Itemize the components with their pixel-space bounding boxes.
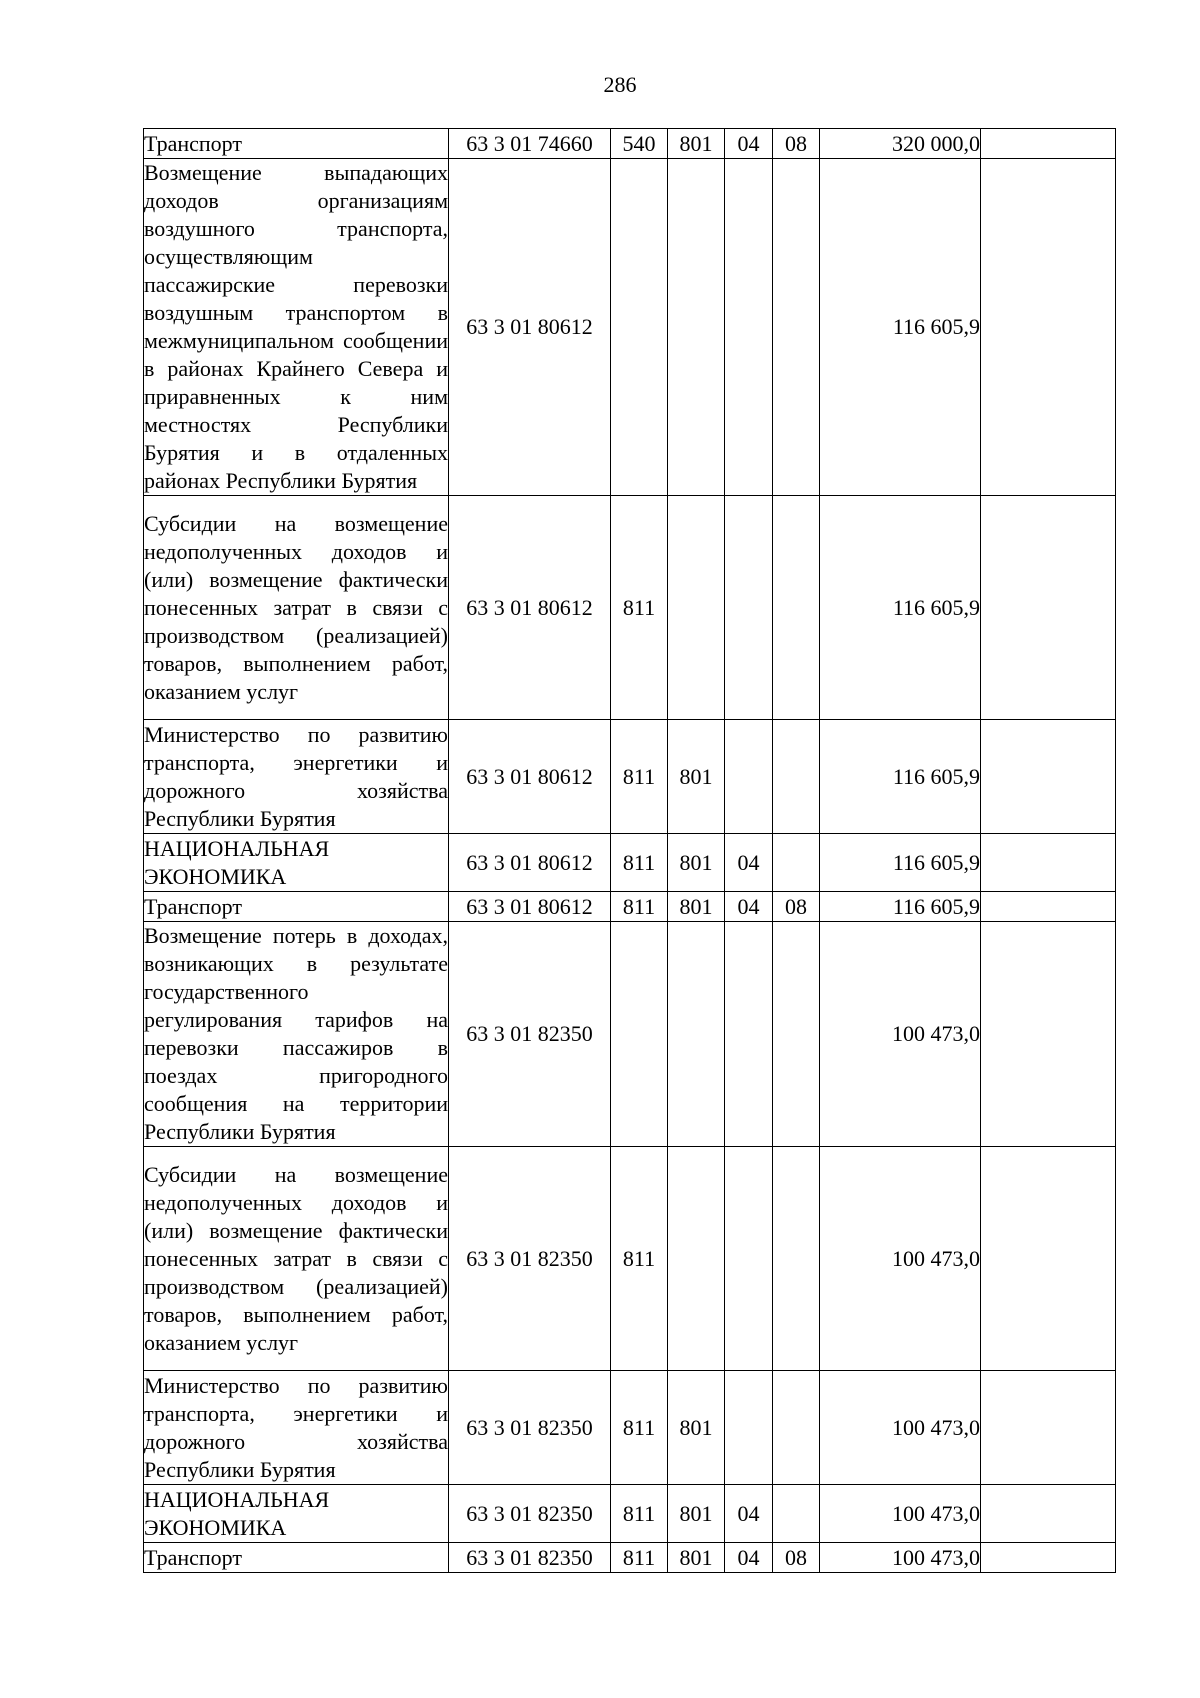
page-number: 286	[603, 72, 637, 97]
subsection-code	[773, 159, 820, 496]
section-code	[725, 922, 773, 1147]
subsection-code	[773, 834, 820, 892]
grbs-code	[668, 496, 725, 720]
amount: 116 605,9	[820, 892, 981, 922]
grbs-code: 801	[668, 129, 725, 159]
table-row	[144, 892, 1116, 922]
subsection-code: 08	[773, 892, 820, 922]
section-code: 04	[725, 1543, 773, 1573]
section-code	[725, 1147, 773, 1371]
table-row	[144, 1485, 1116, 1543]
target-code: 63 3 01 80612	[449, 159, 611, 496]
row-name: Субсидии на возмещение недополученных доходов и (или) возмещение фактически понесенных затрат в связи с производством (реализацией) товаров, выполнением работ, оказанием услуг	[144, 496, 449, 720]
section-code	[725, 720, 773, 834]
amount: 100 473,0	[820, 1371, 981, 1485]
expense-type: 811	[611, 496, 668, 720]
target-code: 63 3 01 82350	[449, 1147, 611, 1371]
table-row	[144, 496, 1116, 720]
subsection-code	[773, 922, 820, 1147]
amount: 116 605,9	[820, 159, 981, 496]
subsection-code	[773, 1371, 820, 1485]
row-name: Министерство по развитию транспорта, энергетики и дорожного хозяйства Республики Бурятия	[144, 720, 449, 834]
target-code: 63 3 01 82350	[449, 1485, 611, 1543]
empty-cell	[981, 1147, 1116, 1371]
grbs-code: 801	[668, 834, 725, 892]
grbs-code: 801	[668, 720, 725, 834]
section-code	[725, 496, 773, 720]
section-code: 04	[725, 892, 773, 922]
grbs-code: 801	[668, 1485, 725, 1543]
expense-type: 811	[611, 1543, 668, 1573]
budget-table	[143, 128, 1116, 1573]
expense-type: 811	[611, 1485, 668, 1543]
empty-cell	[981, 720, 1116, 834]
grbs-code: 801	[668, 1543, 725, 1573]
amount: 116 605,9	[820, 834, 981, 892]
table-row	[144, 834, 1116, 892]
grbs-code: 801	[668, 1371, 725, 1485]
grbs-code	[668, 922, 725, 1147]
table-row	[144, 1371, 1116, 1485]
amount: 100 473,0	[820, 922, 981, 1147]
expense-type	[611, 922, 668, 1147]
expense-type: 811	[611, 892, 668, 922]
section-code	[725, 1371, 773, 1485]
table-row	[144, 1543, 1116, 1573]
section-code: 04	[725, 834, 773, 892]
section-code: 04	[725, 1485, 773, 1543]
amount: 116 605,9	[820, 496, 981, 720]
empty-cell	[981, 1371, 1116, 1485]
row-name: НАЦИОНАЛЬНАЯ ЭКОНОМИКА	[144, 834, 449, 892]
grbs-code: 801	[668, 892, 725, 922]
table-row	[144, 159, 1116, 496]
table-row	[144, 720, 1116, 834]
subsection-code	[773, 496, 820, 720]
empty-cell	[981, 496, 1116, 720]
amount: 100 473,0	[820, 1147, 981, 1371]
empty-cell	[981, 834, 1116, 892]
target-code: 63 3 01 80612	[449, 892, 611, 922]
target-code: 63 3 01 82350	[449, 1543, 611, 1573]
subsection-code: 08	[773, 1543, 820, 1573]
expense-type: 540	[611, 129, 668, 159]
grbs-code	[668, 1147, 725, 1371]
target-code: 63 3 01 80612	[449, 834, 611, 892]
expense-type	[611, 159, 668, 496]
row-name: Возмещение выпадающих доходов организациям воздушного транспорта, осуществляющим пассажирские перевозки воздушным транспортом в межмуниципальном сообщении в районах Крайнего Севера и приравненных к ним местностях Республики Бурятия и в отдаленных районах Республики Бурятия	[144, 159, 449, 496]
empty-cell	[981, 1543, 1116, 1573]
section-code	[725, 159, 773, 496]
target-code: 63 3 01 80612	[449, 720, 611, 834]
amount: 100 473,0	[820, 1543, 981, 1573]
row-name: Транспорт	[144, 129, 449, 159]
row-name: Транспорт	[144, 1543, 449, 1573]
table-row	[144, 922, 1116, 1147]
target-code: 63 3 01 80612	[449, 496, 611, 720]
subsection-code	[773, 1485, 820, 1543]
table-row	[144, 129, 1116, 159]
expense-type: 811	[611, 1147, 668, 1371]
grbs-code	[668, 159, 725, 496]
row-name: Транспорт	[144, 892, 449, 922]
expense-type: 811	[611, 1371, 668, 1485]
subsection-code	[773, 1147, 820, 1371]
subsection-code: 08	[773, 129, 820, 159]
row-name: НАЦИОНАЛЬНАЯ ЭКОНОМИКА	[144, 1485, 449, 1543]
subsection-code	[773, 720, 820, 834]
target-code: 63 3 01 82350	[449, 922, 611, 1147]
table-row	[144, 1147, 1116, 1371]
expense-type: 811	[611, 720, 668, 834]
empty-cell	[981, 1485, 1116, 1543]
row-name: Субсидии на возмещение недополученных доходов и (или) возмещение фактически понесенных затрат в связи с производством (реализацией) товаров, выполнением работ, оказанием услуг	[144, 1147, 449, 1371]
amount: 100 473,0	[820, 1485, 981, 1543]
section-code: 04	[725, 129, 773, 159]
amount: 116 605,9	[820, 720, 981, 834]
empty-cell	[981, 129, 1116, 159]
expense-type: 811	[611, 834, 668, 892]
empty-cell	[981, 892, 1116, 922]
target-code: 63 3 01 74660	[449, 129, 611, 159]
amount: 320 000,0	[820, 129, 981, 159]
empty-cell	[981, 922, 1116, 1147]
row-name: Министерство по развитию транспорта, энергетики и дорожного хозяйства Республики Бурятия	[144, 1371, 449, 1485]
empty-cell	[981, 159, 1116, 496]
row-name: Возмещение потерь в доходах, возникающих в результате государственного регулирования тарифов на перевозки пассажиров в поездах пригородного сообщения на территории Республики Бурятия	[144, 922, 449, 1147]
target-code: 63 3 01 82350	[449, 1371, 611, 1485]
